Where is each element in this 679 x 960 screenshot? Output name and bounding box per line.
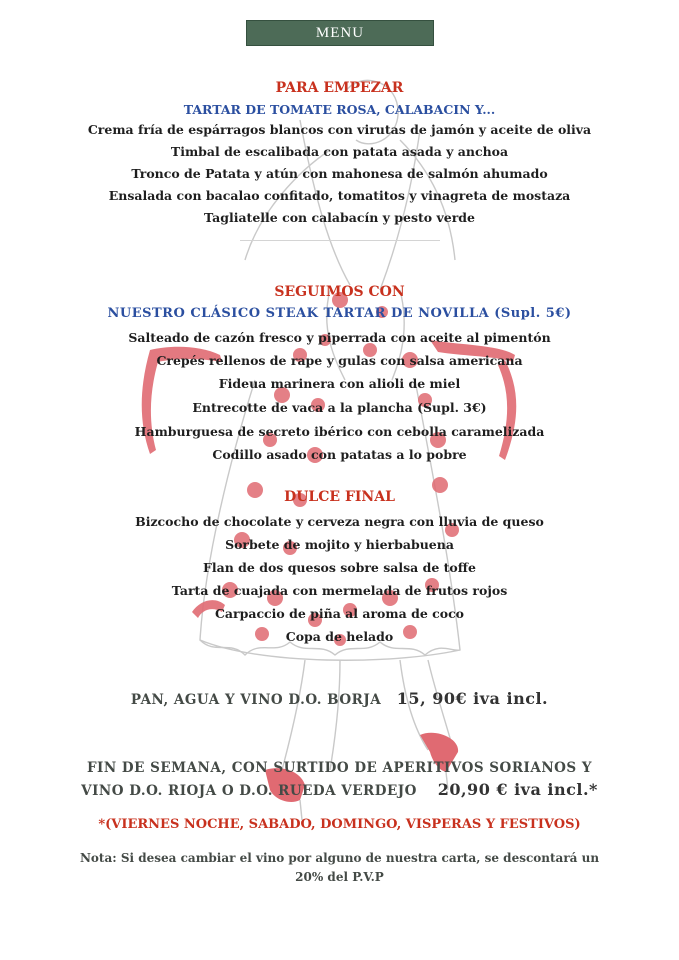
menu-title-banner: MENU: [246, 20, 434, 46]
menu-item: Entrecotte de vaca a la plancha (Supl. 3€): [192, 400, 487, 415]
menu-item: Tronco de Patata y atún con mahonesa de salmón ahumado: [131, 166, 548, 181]
section-divider: [240, 240, 440, 241]
menu-item: Crema fría de espárragos blancos con virutas de jamón y aceite de oliva: [87, 122, 592, 137]
menu-item: Flan de dos quesos sobre salsa de toffe: [203, 560, 476, 575]
menu-item: Carpaccio de piña al aroma de coco: [214, 606, 465, 621]
section-subtitle-empezar: TARTAR DE TOMATE ROSA, CALABACIN Y...: [183, 102, 496, 117]
weekend-wine-text: VINO D.O. RIOJA O D.O. RUEDA VERDEJO: [81, 783, 417, 799]
section-subtitle-seguimos: NUESTRO CLÁSICO STEAK TARTAR DE NOVILLA (Supl. 5€): [107, 306, 572, 321]
weekday-price-text: PAN, AGUA Y VINO D.O. BORJA: [130, 692, 382, 708]
menu-item: Ensalada con bacalao confitado, tomatitos y vinagreta de mostaza: [108, 188, 571, 203]
menu-item: Sorbete de mojito y hierbabuena: [225, 537, 454, 552]
weekend-price-amount: 20,90 € iva incl.*: [437, 780, 598, 799]
section-title-seguimos: SEGUIMOS CON: [274, 284, 405, 300]
wine-note-line-1: Nota: Si desea cambiar el vino por alguno de nuestra carta, se descontará un: [79, 851, 600, 865]
section-title-empezar: PARA EMPEZAR: [275, 80, 404, 96]
menu-item: Codillo asado con patatas a lo pobre: [212, 447, 467, 462]
menu-item: Copa de helado: [285, 629, 394, 644]
weekend-line-2: [0, 780, 679, 799]
wine-note-line-2: 20% del P.V.P: [295, 870, 384, 884]
weekday-price-amount: 15, 90€ iva incl.: [396, 689, 549, 708]
menu-item: Hamburguesa de secreto ibérico con cebolla caramelizada: [134, 424, 545, 439]
weekend-line-1: FIN DE SEMANA, CON SURTIDO DE APERITIVOS SORIANOS Y: [86, 760, 593, 776]
weekday-price-line: [0, 689, 679, 708]
menu-item: Timbal de escalibada con patata asada y anchoa: [170, 144, 509, 159]
menu-item: Tagliatelle con calabacín y pesto verde: [204, 210, 475, 225]
menu-item: Crepés rellenos de rape y gulas con salsa americana: [156, 353, 523, 368]
menu-item: Fideua marinera con alioli de miel: [218, 376, 461, 391]
menu-item: Salteado de cazón fresco y piperrada con aceite al pimentón: [128, 330, 551, 345]
menu-item: Tarta de cuajada con mermelada de frutos rojos: [171, 583, 508, 598]
section-title-dulce: DULCE FINAL: [284, 489, 395, 505]
weekend-days-note: *(VIERNES NOCHE, SABADO, DOMINGO, VISPERAS Y FESTIVOS): [98, 817, 581, 832]
menu-item: Bizcocho de chocolate y cerveza negra con lluvia de queso: [135, 514, 544, 529]
